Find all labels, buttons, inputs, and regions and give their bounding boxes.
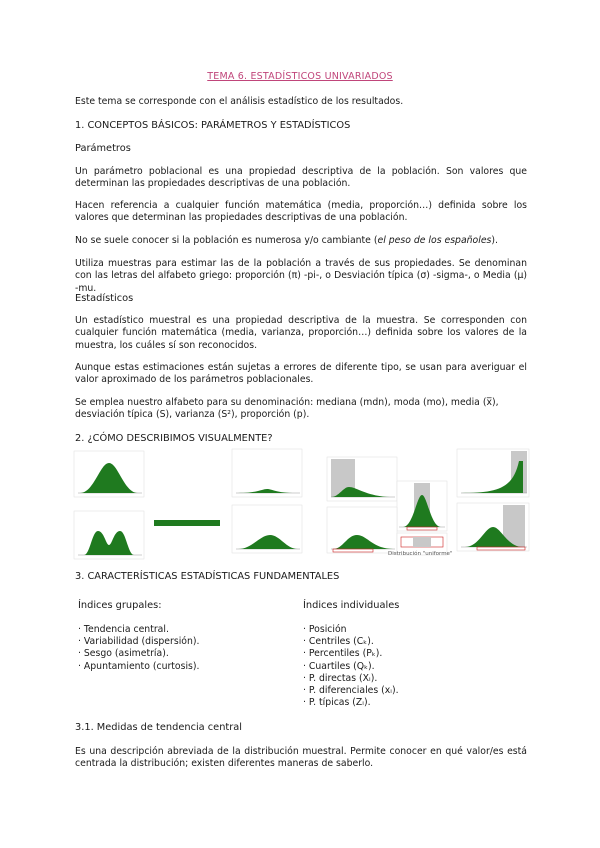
estadisticos-heading: Estadísticos <box>75 293 134 304</box>
tendencia-paragraph-1: Es una descripción abreviada de la distribución muestral. Permite conocer en qué valor/es está centrada la distribución; existen diferentes maneras de saberlo. <box>75 746 527 770</box>
figure-peaked <box>232 449 302 497</box>
parametros-paragraph-3 <box>75 235 527 247</box>
individuales-list <box>303 624 399 709</box>
distribution-figures <box>72 447 537 567</box>
individuales-heading: Índices individuales <box>303 600 400 611</box>
grupales-list <box>78 624 199 673</box>
grupales-heading: Índices grupales: <box>78 600 162 611</box>
parametros-heading: Parámetros <box>75 143 131 154</box>
section-3-heading: 3. CARACTERÍSTICAS ESTADÍSTICAS FUNDAMENTALES <box>75 571 340 582</box>
figure-exponential <box>457 449 529 497</box>
list-item: · Percentiles (Pₖ). <box>303 648 383 660</box>
parametros-paragraph-4: Utiliza muestras para estimar las de la población a través de sus propiedades. Se denominan con las letras del alfabeto griego: proporción (π) -pi-, o Desviación típica (σ) -sigma-, o Media (μ) -mu. <box>75 258 527 294</box>
intro-paragraph: Este tema se corresponde con el análisis estadístico de los resultados. <box>75 96 404 107</box>
estadisticos-paragraph-3: Se emplea nuestro alfabeto para su denominación: mediana (mdn), moda (mo), media (x̅), desviación típica (S), varianza (S²), proporción (p). <box>75 397 499 421</box>
estadisticos-paragraph-1: Un estadístico muestral es una propiedad descriptiva de la muestra. Se corresponden con cualquier función matemática (media, varianza, proporción…) definida sobre los valores de la muestra, los cuáles sí son reconocidos. <box>75 315 527 351</box>
parametros-paragraph-1: Un parámetro poblacional es una propiedad descriptiva de la población. Son valores que determinan las propiedades descriptivas de una población. <box>75 166 527 190</box>
figure-normal <box>74 451 144 497</box>
figure-center-peak <box>397 481 447 531</box>
list-item: · Apuntamiento (curtosis). <box>78 660 200 672</box>
figure-caption: Distribución "uniforme" <box>388 551 453 557</box>
p3-text-italic: el peso de los españoles <box>377 235 492 246</box>
figure-skewed <box>232 505 302 553</box>
list-item: · Centriles (Cₖ). <box>303 636 374 648</box>
list-item: · Posición <box>303 624 347 635</box>
figure-uniform-bar <box>154 520 220 526</box>
parametros-paragraph-2: Hacen referencia a cualquier función matemática (media, proporción…) definida sobre los valores que determinan las propiedades descriptivas de una población. <box>75 200 527 224</box>
list-item: · P. diferenciales (xᵢ). <box>303 685 399 697</box>
list-item: · Variabilidad (dispersión). <box>78 636 200 648</box>
figure-bimodal <box>74 511 144 559</box>
document-title: TEMA 6. ESTADÍSTICOS UNIVARIADOS <box>207 71 393 82</box>
p3-text-pre: No se suele conocer si la población es numerosa y/o cambiante ( <box>75 235 378 246</box>
section-1-heading: 1. CONCEPTOS BÁSICOS: PARÁMETROS Y ESTADÍSTICOS <box>75 120 351 131</box>
list-item: · Sesgo (asimetría). <box>78 648 169 660</box>
list-item: · P. directas (Xᵢ). <box>303 672 378 684</box>
section-2-heading: 2. ¿CÓMO DESCRIBIMOS VISUALMENTE? <box>75 433 273 444</box>
list-item: · Tendencia central. <box>78 624 169 635</box>
section-3-1-heading: 3.1. Medidas de tendencia central <box>75 722 243 733</box>
list-item: · Cuartiles (Qₖ). <box>303 660 375 672</box>
figure-right-tail <box>457 503 529 551</box>
figure-flat <box>327 507 397 553</box>
list-item: · P. típicas (Zᵢ). <box>303 697 371 709</box>
figure-left-tail <box>327 457 397 501</box>
p3-text-post: ). <box>491 235 498 246</box>
estadisticos-paragraph-2: Aunque estas estimaciones están sujetas a errores de diferente tipo, se usan para averiguar el valor aproximado de los parámetros poblacionales. <box>75 362 527 386</box>
